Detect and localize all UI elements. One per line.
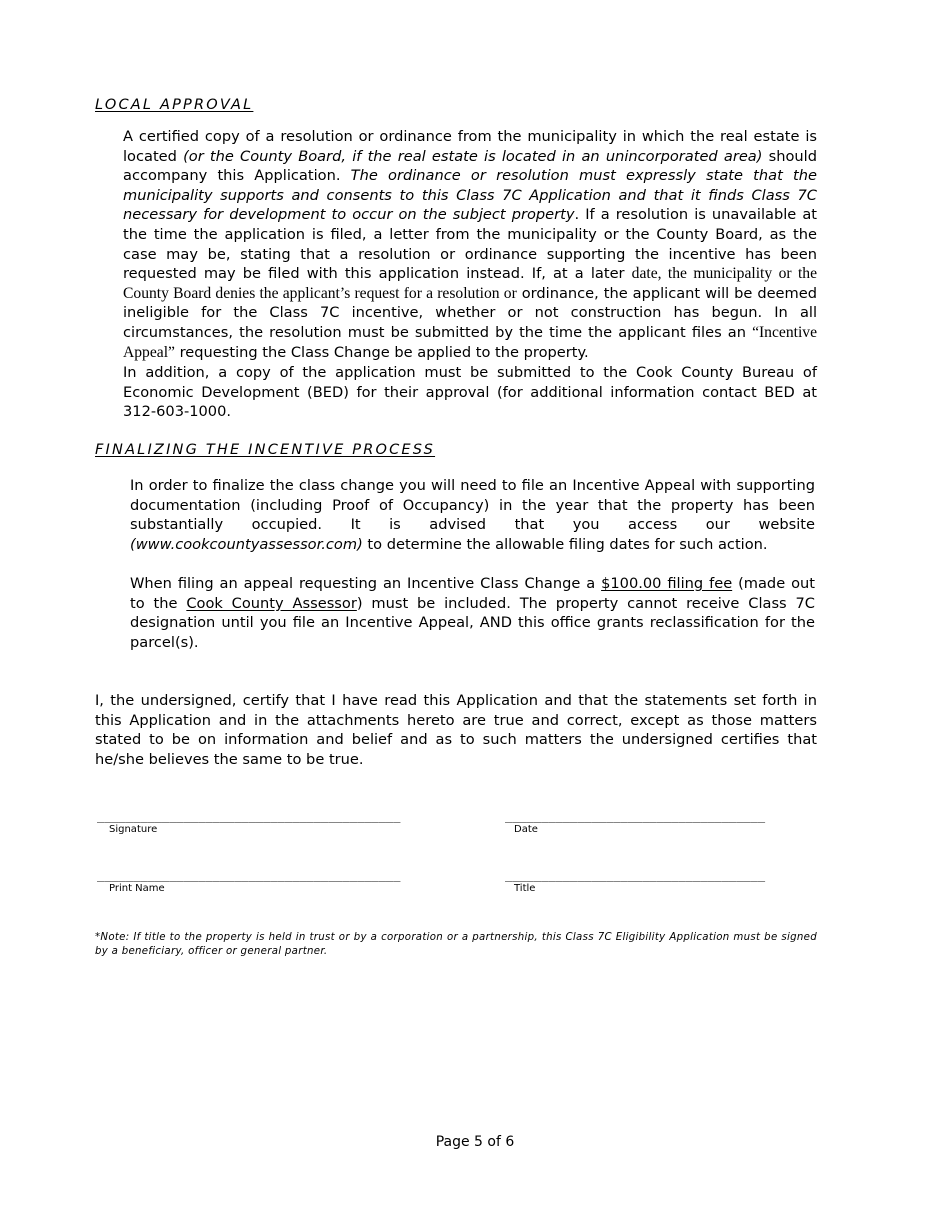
local-approval-paragraph-1: A certified copy of a resolution or ordinance from the municipality in which the real estate is located (or the County Board, if the real estate is located in an unincorporated area) should accompany this Application. The ordinance or resolution must expressly state that the municipality supports and consents to this Class 7C Application and that it finds Class 7C necessary for development to occur on the subject property. If a resolution is unavailable at the time the application is filed, a letter from the municipality or the County Board, as the case may be, stating that a resolution or ordinance supporting the incentive has been requested may be filed with this application instead. If, at a later date, the municipality or the County Board denies the applicant’s request for a resolution or ordinance, the applicant will be deemed ineligible for the Class 7C incentive, whether or not construction has begun. In all circumstances, the resolution must be submitted by the time the applicant files an “Incentive Appeal” requesting the Class Change be applied to the property. [123,128,817,361]
finalizing-paragraph-2: When filing an appeal requesting an Incentive Class Change a $100.00 filing fee (made out to the Cook County Assessor) must be included. The property cannot receive Class 7C designation until you file an Incentive Appeal, AND this office grants reclassification for the parcel(s). [130,575,815,651]
date-line[interactable]: ____________________________________ [505,809,766,823]
certification-paragraph: I, the undersigned, certify that I have read this Application and that the statements set forth in this Application and in the attachments hereto are true and correct, except as those matters stated to be on information and belief and as to such matters the undersigned certifies that he/she believes the same to be true. [95,692,817,768]
print-name-label: Print Name [109,883,165,894]
signature-label: Signature [109,824,158,835]
footnote: *Note: If title to the property is held in trust or by a corporation or a partnership, this Class 7C Eligibility Application must be signed by a beneficiary, officer or general partner. [95,932,817,957]
local-approval-paragraph-2: In addition, a copy of the application must be submitted to the Cook County Bureau of Economic Development (BED) for their approval (for additional information contact BED at 312-603-1000. [123,364,817,421]
print-name-line[interactable]: __________________________________________ [97,868,401,882]
page-number: Page 5 of 6 [435,1134,515,1150]
title-label: Title [514,883,536,894]
finalizing-paragraph-1: In order to finalize the class change you will need to file an Incentive Appeal with supporting documentation (including Proof of Occupancy) in the year that the property has been substantially occupied. It is advised that you access our website (www.cookcountyassessor.com) to determine the allowable filing dates for such action. [130,477,815,553]
finalizing-heading: FINALIZING THE INCENTIVE PROCESS [95,442,436,458]
signature-line[interactable]: __________________________________________ [97,809,401,823]
title-line[interactable]: ____________________________________ [505,868,766,882]
date-label: Date [514,824,538,835]
local-approval-heading: LOCAL APPROVAL [95,97,254,113]
